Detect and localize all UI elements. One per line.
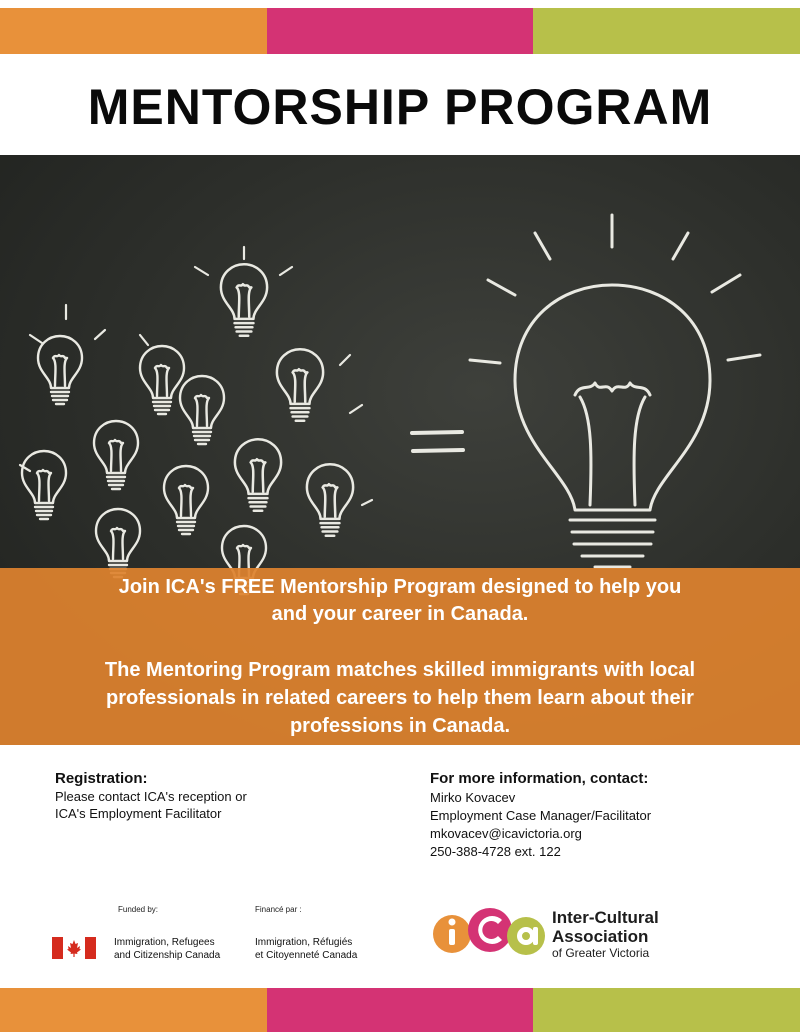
contact-email[interactable]: mkovacev@icavictoria.org — [430, 826, 582, 841]
government-name-english — [114, 936, 220, 962]
registration-heading: Registration: — [55, 770, 148, 787]
registration-line-2: ICA's Employment Facilitator — [55, 806, 222, 821]
gov-en-line-1: Immigration, Refugees — [114, 937, 215, 948]
registration-section — [55, 770, 385, 822]
registration-line-1: Please contact ICA's reception or — [55, 789, 247, 804]
ica-name-line-2: Association — [552, 927, 649, 946]
contact-name: Mirko Kovacev — [430, 790, 516, 805]
intro-line-2: and your career in Canada. — [271, 603, 529, 625]
government-name-french — [255, 936, 357, 962]
contact-section — [430, 770, 770, 861]
stripe-magenta — [267, 988, 534, 1032]
ica-logo-icon — [430, 902, 550, 960]
contact-phone[interactable]: 250-388-4728 ext. 122 — [430, 844, 561, 859]
description-line-3: professions in Canada. — [289, 715, 511, 737]
gov-en-line-2: and Citizenship Canada — [114, 950, 221, 961]
gov-fr-line-2: et Citoyenneté Canada — [255, 950, 358, 961]
description-line-2: professionals in related careers to help them learn about their — [106, 687, 694, 709]
lightbulb-icon — [470, 215, 760, 567]
ica-organization-name — [552, 908, 659, 961]
stripe-green — [533, 988, 800, 1032]
small-lightbulb-cluster — [20, 247, 372, 594]
intro-line-1: Join ICA's FREE Mentorship Program designed to help you — [118, 576, 682, 598]
gov-fr-line-1: Immigration, Réfugiés — [255, 937, 353, 948]
stripe-orange — [0, 988, 267, 1032]
page-title: MENTORSHIP PROGRAM — [87, 79, 713, 135]
intro-paragraph — [40, 574, 760, 628]
contact-role: Employment Case Manager/Facilitator — [430, 808, 652, 823]
funded-by-label: Funded by: — [118, 905, 159, 914]
finance-par-label: Financé par : — [255, 905, 302, 914]
equals-sign-icon — [412, 432, 463, 451]
description-paragraph — [30, 656, 770, 740]
stripe-green — [533, 8, 800, 54]
top-color-stripe — [0, 8, 800, 54]
ica-name-line-3: of Greater Victoria — [552, 946, 650, 960]
stripe-orange — [0, 8, 267, 54]
contact-heading: For more information, contact: — [430, 770, 649, 787]
ica-name-line-1: Inter-Cultural — [552, 908, 659, 927]
program-description-band — [0, 568, 800, 745]
stripe-magenta — [267, 8, 534, 54]
bottom-color-stripe — [0, 988, 800, 1032]
description-line-1: The Mentoring Program matches skilled immigrants with local — [104, 659, 696, 681]
canada-flag-icon — [52, 937, 96, 959]
